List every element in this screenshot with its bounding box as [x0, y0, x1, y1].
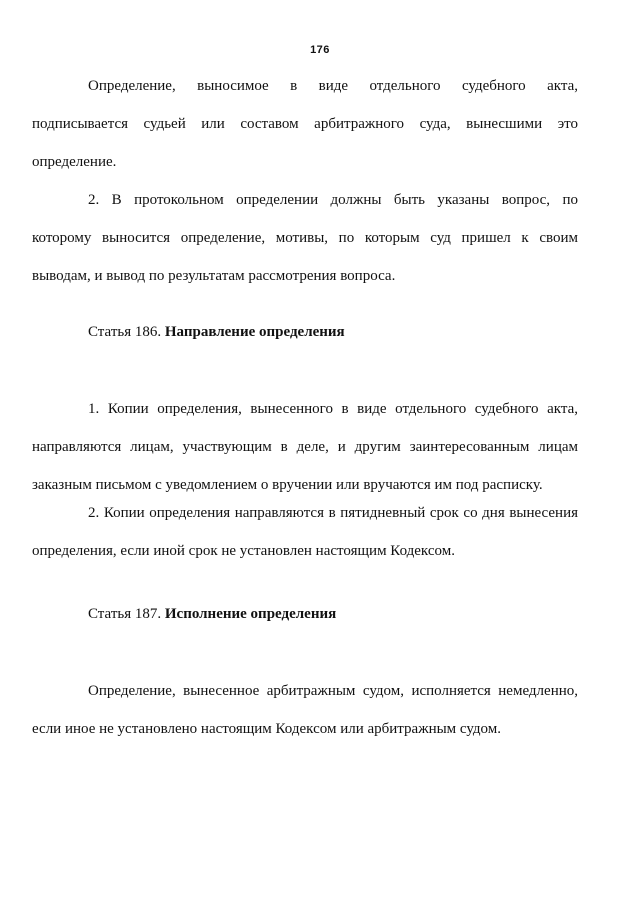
- paragraph-definition-signing: [32, 67, 578, 181]
- paragraph-continuation: если иное не установлено настоящим Кодексом или арбитражным судом.: [32, 721, 502, 737]
- paragraph-line: Определение, выносимое в виде отдельного судебного акта,: [88, 78, 578, 94]
- paragraph-continuation: определения, если иной срок не установлен настоящим Кодексом.: [32, 543, 455, 559]
- paragraph-line: Определение, вынесенное арбитражным судом, исполняется немедленно,: [88, 683, 578, 699]
- paragraph-continuation: направляются лицам, участвующим в деле, и другим заинтересованным лицам заказным письмом с уведомлением о вручении или вручаются им под расписку.: [32, 439, 578, 493]
- paragraph-line: 2. Копии определения направляются в пятидневный срок со дня вынесения: [88, 505, 578, 521]
- article-title: Исполнение определения: [164, 606, 337, 622]
- article-187-paragraph-1: [32, 672, 578, 748]
- paragraph-line: 2. В протокольном определении должны быть указаны вопрос, по: [88, 192, 578, 208]
- article-186-paragraph-2: [32, 494, 578, 570]
- paragraph-continuation: которому выносится определение, мотивы, по которым суд пришел к своим выводам, и вывод по результатам рассмотрения вопроса.: [32, 230, 578, 284]
- article-186-heading: [88, 322, 345, 342]
- article-187-heading: [88, 604, 336, 624]
- article-label: Статья 187.: [88, 606, 162, 622]
- article-186-paragraph-1: [32, 390, 578, 504]
- paragraph-line: 1. Копии определения, вынесенного в виде отдельного судебного акта,: [88, 401, 578, 417]
- article-title: Направление определения: [164, 324, 345, 340]
- page-number: 176: [310, 44, 330, 56]
- paragraph-continuation: подписывается судьей или составом арбитражного суда, вынесшими это определение.: [32, 116, 578, 170]
- article-label: Статья 186.: [88, 324, 162, 340]
- paragraph-protocol-definition: [32, 181, 578, 295]
